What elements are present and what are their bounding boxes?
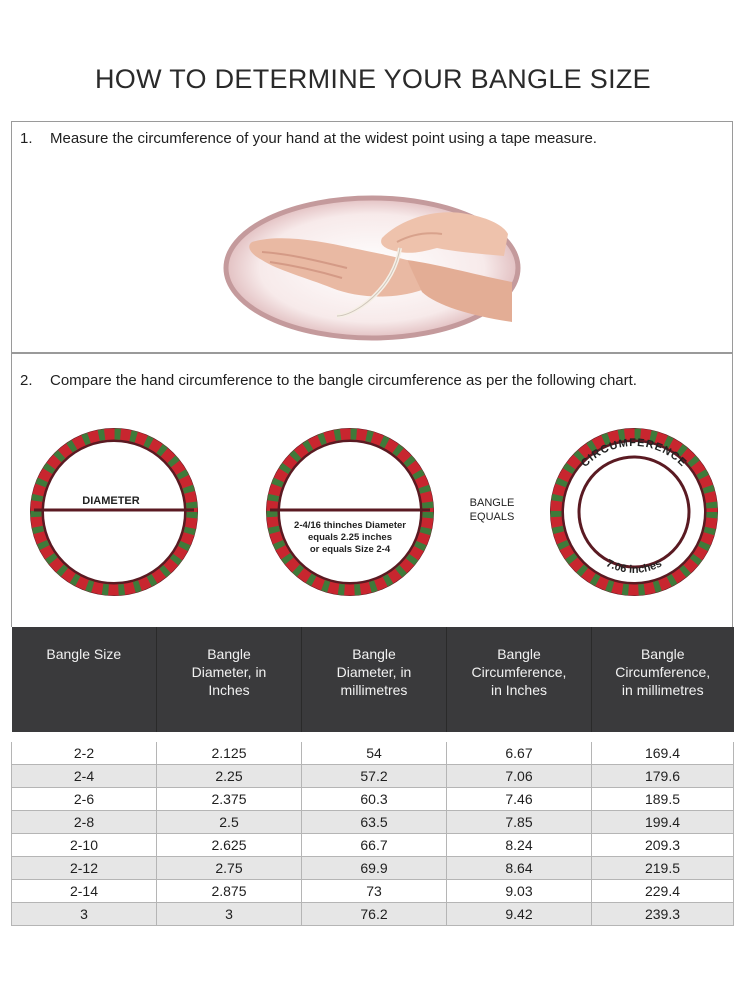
table-cell: 7.06 [447,765,592,788]
table-row [12,880,734,903]
table-cell: 2-4 [12,765,157,788]
table-cell: 2.875 [157,880,302,903]
table-cell: 169.4 [592,742,734,765]
table-spacer [12,732,734,742]
header-text: Bangle [352,646,396,662]
table-cell: 57.2 [302,765,447,788]
table-row [12,742,734,765]
diameter-label: DIAMETER [82,495,140,507]
table-cell: 2-10 [12,834,157,857]
table-cell: 199.4 [592,811,734,834]
table-cell: 209.3 [592,834,734,857]
header-text: Inches [208,682,250,698]
step-2-number: 2. [20,372,33,389]
table-header-row [12,627,734,732]
bangle-diagrams [12,354,732,628]
table-cell: 7.85 [447,811,592,834]
header-text: Diameter, in [191,664,267,680]
table-cell: 239.3 [592,903,734,926]
table-cell: 73 [302,880,447,903]
table-row [12,903,734,926]
header-diameter-inches [157,627,302,732]
table-cell: 2-6 [12,788,157,811]
table-cell: 69.9 [302,857,447,880]
step-2-text: Compare the hand circumference to the bangle circumference as per the following chart. [50,372,637,389]
header-text: Circumference, [615,664,711,680]
table-cell: 219.5 [592,857,734,880]
header-bangle-size [12,627,157,732]
table-cell: 2.375 [157,788,302,811]
table-row [12,834,734,857]
table-cell: 2-14 [12,880,157,903]
table-cell: 66.7 [302,834,447,857]
header-diameter-mm [302,627,447,732]
step-1-number: 1. [20,130,33,147]
header-text: in millimetres [621,682,704,698]
ring2-line-1: 2-4/16 thinches Diameter [294,520,406,531]
table-row [12,765,734,788]
step-2-panel [11,353,733,627]
ring2-line-2: equals 2.25 inches [308,532,392,543]
table-cell: 7.46 [447,788,592,811]
header-text: Bangle [207,646,251,662]
page-title: HOW TO DETERMINE YOUR BANGLE SIZE [95,64,651,94]
table-cell: 60.3 [302,788,447,811]
table-cell: 229.4 [592,880,734,903]
bangle-equals-line-1: BANGLE [469,497,515,509]
table-cell: 8.64 [447,857,592,880]
table-row [12,811,734,834]
table-row [12,788,734,811]
header-text: Circumference, [471,664,567,680]
header-text: Diameter, in [336,664,412,680]
table-cell: 2-12 [12,857,157,880]
bangle-diameter-diagram [30,428,198,596]
table-cell: 9.42 [447,903,592,926]
header-text: Bangle [497,646,541,662]
table-cell: 2.75 [157,857,302,880]
table-cell: 76.2 [302,903,447,926]
hand-measure-illustration [222,182,522,347]
header-text: Bangle Size [46,646,122,662]
header-text: millimetres [340,682,408,698]
table-body [12,732,734,926]
table-cell: 63.5 [302,811,447,834]
table-cell: 2-8 [12,811,157,834]
table-cell: 6.67 [447,742,592,765]
table-cell: 3 [157,903,302,926]
step-1-text: Measure the circumference of your hand at the widest point using a tape measure. [50,130,597,147]
step-1-instruction [20,130,597,147]
table-cell: 2-2 [12,742,157,765]
table-cell: 179.6 [592,765,734,788]
table-cell: 8.24 [447,834,592,857]
header-circumference-mm [592,627,734,732]
table-cell: 3 [12,903,157,926]
circumference-value: 7.06 inches [604,557,664,576]
ring2-line-3: or equals Size 2-4 [309,544,391,555]
table-cell: 54 [302,742,447,765]
bangle-size-table [11,627,734,926]
table-cell: 2.125 [157,742,302,765]
table-cell: 2.5 [157,811,302,834]
table-cell: 189.5 [592,788,734,811]
step-1-panel [11,121,733,353]
header-text: Bangle [640,646,685,662]
header-circumference-inches [447,627,592,732]
table-row [12,857,734,880]
header-text: in Inches [490,682,548,698]
table-cell: 9.03 [447,880,592,903]
table-cell: 2.625 [157,834,302,857]
bangle-circumference-diagram [550,428,718,596]
table-cell: 2.25 [157,765,302,788]
circumference-label: CIRCUMFERENCE [578,436,690,470]
bangle-equals-line-2: EQUALS [469,511,515,523]
bangle-size-example-diagram [266,428,434,596]
